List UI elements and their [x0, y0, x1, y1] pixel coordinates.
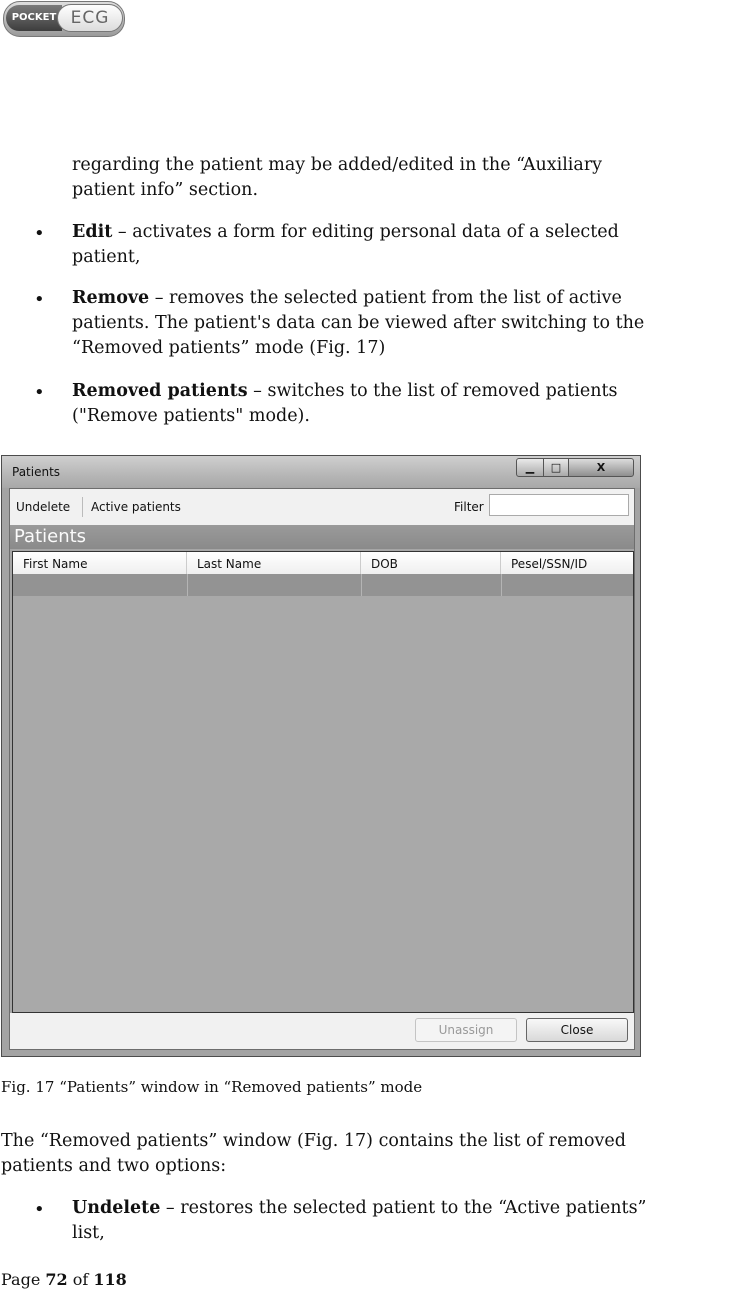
filter-label: Filter	[454, 500, 484, 514]
toolbar	[10, 489, 634, 525]
intro-paragraph	[72, 153, 732, 203]
logo-text-ecg: ECG	[57, 4, 123, 32]
window-close-button[interactable]: X	[568, 458, 634, 477]
bullet-undelete	[72, 1196, 732, 1246]
grid-header	[13, 552, 633, 575]
window-titlebar	[2, 456, 640, 488]
body-line-1: The “Removed patients” window (Fig. 17) contains the list of removed	[1, 1131, 626, 1151]
bullet-removed-patients	[72, 379, 732, 429]
bullet-term: Remove	[72, 288, 150, 308]
window-client-area	[9, 488, 635, 1050]
table-row[interactable]	[13, 574, 633, 596]
column-header-pesel[interactable]: Pesel/SSN/ID	[511, 557, 588, 571]
unassign-button[interactable]: Unassign	[415, 1018, 517, 1042]
minimize-button[interactable]: ▁	[516, 458, 544, 477]
bullet-remove	[72, 286, 732, 361]
bullet-edit	[72, 220, 732, 270]
bullet-text-line-2: patient,	[72, 247, 141, 267]
patients-section-header: Patients	[10, 525, 634, 549]
bullet-text-line-2: list,	[72, 1223, 105, 1243]
filter-input[interactable]	[489, 494, 629, 516]
page-label: Page	[1, 1270, 46, 1289]
active-patients-button[interactable]: Active patients	[91, 500, 181, 514]
patients-grid[interactable]	[12, 551, 634, 1013]
window-footer	[10, 1013, 634, 1049]
page-number	[1, 1270, 127, 1289]
body-line-2: patients and two options:	[1, 1156, 227, 1176]
close-button[interactable]: Close	[526, 1018, 628, 1042]
window-title: Patients	[12, 465, 61, 479]
bullet-text-line-2: patients. The patient's data can be viewed after switching to the	[72, 313, 645, 333]
intro-line-1: regarding the patient may be added/edited in the “Auxiliary	[72, 155, 603, 175]
bullet-term: Edit	[72, 222, 113, 242]
column-header-last-name[interactable]: Last Name	[187, 552, 361, 574]
page-total: 118	[93, 1270, 127, 1289]
maximize-button[interactable]: □	[543, 458, 569, 477]
column-header-first-name[interactable]: First Name	[13, 552, 187, 574]
cell-separator	[501, 574, 502, 596]
bullet-term: Removed patients	[72, 381, 248, 401]
undelete-button[interactable]: Undelete	[16, 500, 71, 514]
page-of: of	[67, 1270, 94, 1289]
bullet-text: – switches to the list of removed patients	[247, 381, 618, 401]
intro-line-2: patient info” section.	[72, 180, 259, 200]
bullet-mark: •	[34, 1199, 45, 1220]
column-header-dob[interactable]: DOB	[361, 552, 501, 574]
cell-separator	[361, 574, 362, 596]
toolbar-separator	[82, 497, 83, 517]
cell-separator	[187, 574, 188, 596]
bullet-text: – removes the selected patient from the list of active	[149, 288, 622, 308]
bullet-text-line-2: ("Remove patients" mode).	[72, 406, 310, 426]
pocket-ecg-logo	[3, 1, 125, 37]
patients-window	[1, 455, 641, 1057]
bullet-text: – restores the selected patient to the “Active patients”	[160, 1198, 647, 1218]
body-paragraph	[1, 1129, 731, 1179]
bullet-term: Undelete	[72, 1198, 161, 1218]
logo-text-pocket: POCKET	[6, 5, 62, 31]
bullet-text-line-3: “Removed patients” mode (Fig. 17)	[72, 338, 386, 358]
figure-caption: Fig. 17 “Patients” window in “Removed patients” mode	[1, 1078, 423, 1096]
page-current: 72	[45, 1270, 68, 1289]
bullet-mark: •	[34, 289, 45, 310]
bullet-mark: •	[34, 223, 45, 244]
bullet-text: – activates a form for editing personal data of a selected	[112, 222, 619, 242]
bullet-mark: •	[34, 382, 45, 403]
